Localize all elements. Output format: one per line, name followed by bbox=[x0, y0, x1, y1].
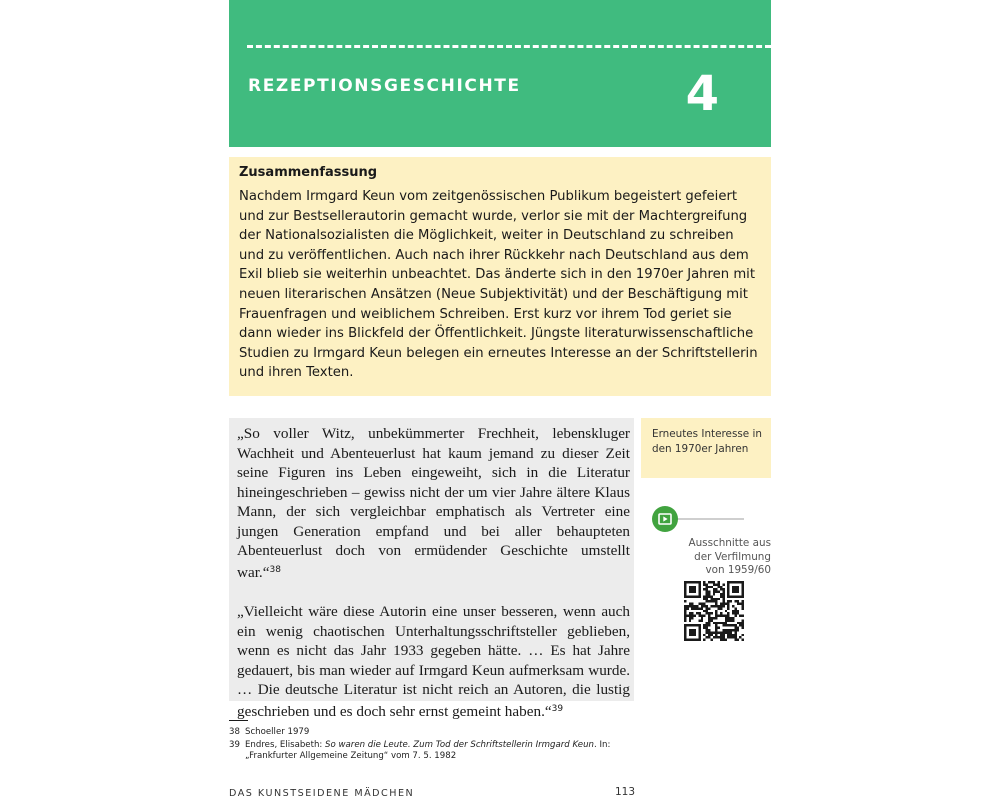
footnote-number: 39 bbox=[229, 739, 240, 750]
quote-box bbox=[229, 418, 634, 720]
margin-note: Erneutes Interesse in den 1970er Jahren bbox=[641, 418, 771, 478]
video-caption bbox=[641, 537, 771, 578]
footnote-number: 38 bbox=[229, 727, 240, 737]
footnote bbox=[229, 740, 649, 763]
footnotes bbox=[229, 727, 649, 764]
footnote-source: . In: „Frankfurter Allgemeine Zeitung“ vom 7. 5. 1982 bbox=[245, 739, 611, 761]
quote-paragraph bbox=[237, 424, 630, 582]
quote-text: „So voller Witz, unbekümmerter Frechheit, lebenskluger Wachheit und Abenteuerlust hat kaum jemand zu dieser Zeit seine Figuren ins Leben eingeweiht, sich in die Literatur hineingeschrieben – gewiss nicht der um vier Jahre ältere Klaus Mann, der sich vergleichbar emphatisch als Vertreter eine jungen Generation empfand und bei aller behaupteten Abenteuerlust doch von ermüdender Geschichte umstellt war.“ bbox=[237, 425, 630, 581]
video-caption-line: der Verfilmung bbox=[694, 550, 771, 563]
footnote-ref[interactable]: 38 bbox=[269, 564, 281, 575]
quote-text: „Vielleicht wäre diese Autorin eine unser besseren, wenn auch ein wenig chaotischen Unterhaltungsschriftsteller geblieben, wenn es nicht das Jahr 1933 gegeben hätte. … Es hat Jahre gedauert, bis man wieder auf Irmgard Keun aufmerksam wurde. … Die deutsche Literatur ist nicht reich an Autoren, die lustig geschrieben und es doch sehr ernst gemeint haben.“ bbox=[237, 603, 630, 720]
summary-text: Nachdem Irmgard Keun vom zeitgenössischen Publikum begeistert gefeiert und zur Bestsellerautorin gemacht wurde, verlor sie mit der Machtergreifung der Nationalsozialisten die Möglichkeit, weiter in Deutschland zu schreiben und zu veröffentlichen. Auch nach ihrer Rückkehr nach Deutschland aus dem Exil blieb sie weiterhin unbeachtet. Das änderte sich in den 1970er Jahren mit neuen literarischen Ansätzen (Neue Subjektivität) und der Beschäftigung mit Frauenfragen und weiblichem Schreiben. Erst kurz vor ihrem Tod geriet sie dann wieder ins Blickfeld der Öffentlichkeit. Jüngste literaturwissenschaftliche Studien zu Irmgard Keun belegen ein erneutes Interesse an der Schriftstellerin und ihren Texten. bbox=[239, 189, 758, 381]
footnote-work-title: So waren die Leute. Zum Tod der Schriftstellerin Irmgard Keun bbox=[325, 739, 594, 750]
footnote-author: Endres, Elisabeth: bbox=[245, 739, 326, 750]
footnote-rule bbox=[229, 720, 248, 721]
summary-heading: Zusammenfassung bbox=[239, 165, 378, 180]
footnote-ref[interactable]: 39 bbox=[551, 703, 564, 714]
video-caption-line: von 1959/60 bbox=[705, 564, 771, 576]
video-play-icon[interactable] bbox=[652, 506, 678, 532]
header-dashed-divider bbox=[247, 45, 771, 48]
chapter-title: REZEPTIONSGESCHICHTE bbox=[248, 76, 521, 96]
footnote bbox=[229, 727, 649, 739]
chapter-header bbox=[229, 0, 771, 147]
play-icon bbox=[658, 512, 672, 526]
footnote-text bbox=[245, 740, 649, 763]
video-divider bbox=[668, 518, 744, 520]
chapter-number: 4 bbox=[685, 66, 719, 122]
quote-paragraph bbox=[237, 602, 630, 721]
page-number: 113 bbox=[615, 786, 636, 798]
summary-box bbox=[229, 157, 771, 396]
footnote-text: Schoeller 1979 bbox=[245, 727, 310, 737]
qr-code-icon[interactable] bbox=[684, 581, 744, 641]
running-title: DAS KUNSTSEIDENE MÄDCHEN bbox=[229, 788, 415, 799]
video-caption-line: Ausschnitte aus bbox=[688, 537, 771, 549]
